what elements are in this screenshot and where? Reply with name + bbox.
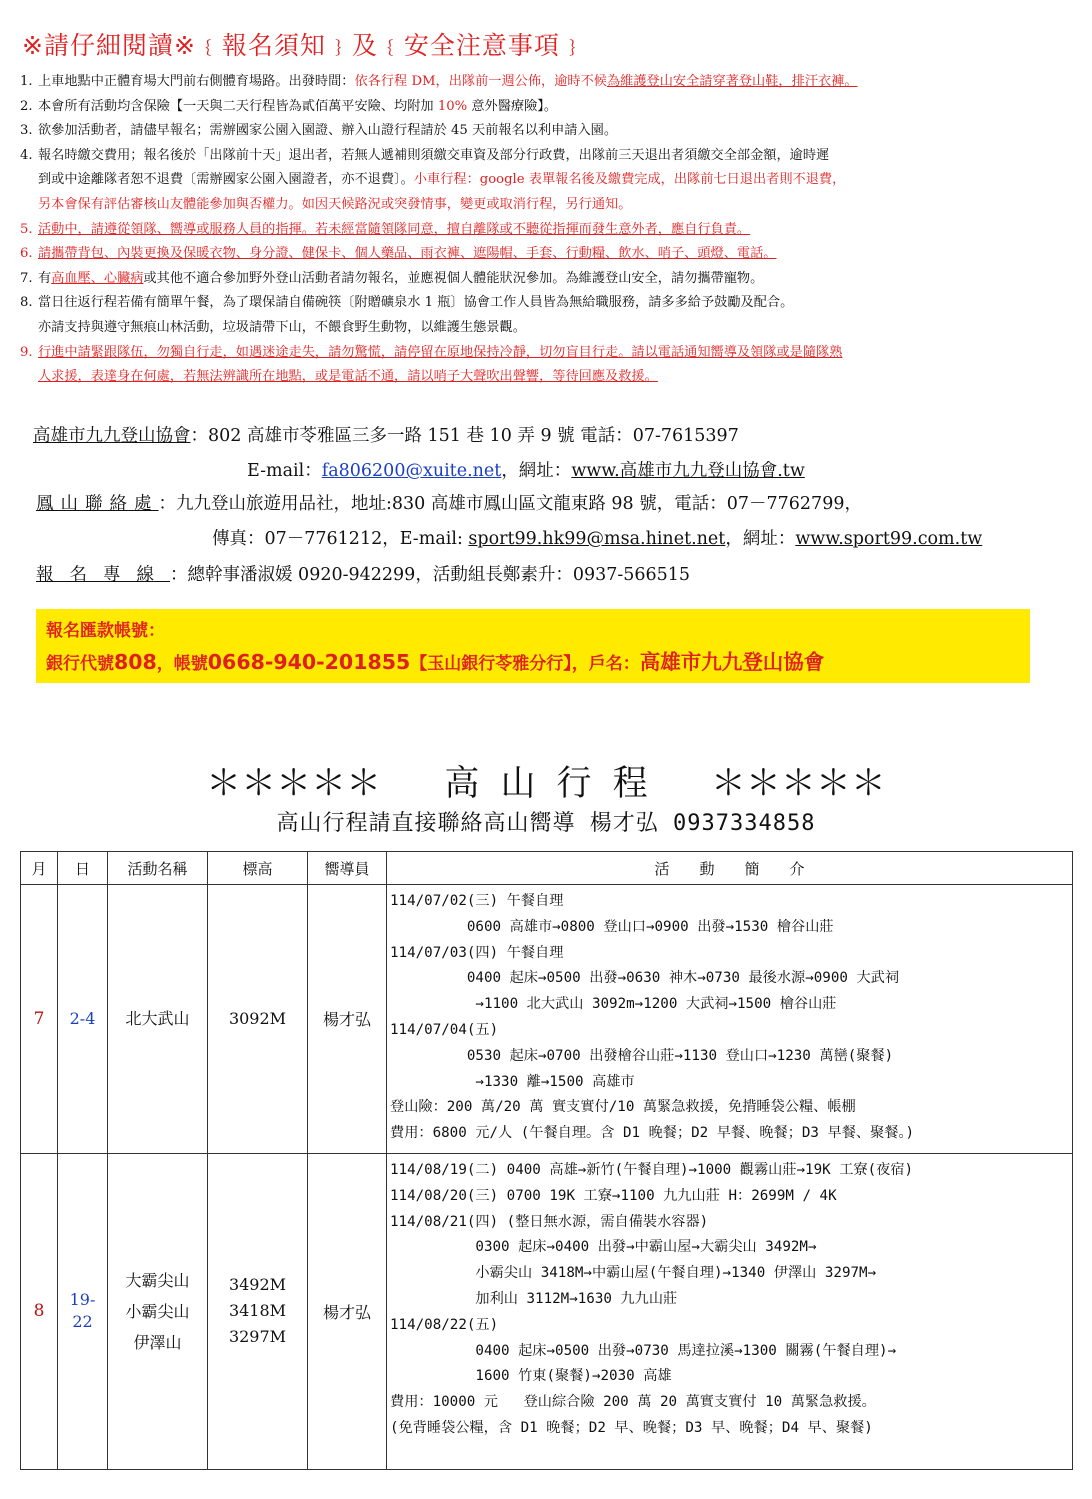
trip-guide: 楊才弘	[308, 885, 387, 1154]
notice-text: 小車行程：google 表單報名後及繳費完成，出隊前七日退出者則不退費，	[413, 172, 846, 188]
web-label: ，網址：	[501, 461, 572, 481]
notice-number: 7.	[20, 270, 33, 286]
trip-month: 7	[21, 885, 58, 1154]
branch-website-link[interactable]: www.sport99.com.tw	[795, 529, 983, 549]
notice-item	[20, 119, 1080, 144]
notice-line	[38, 168, 1080, 193]
trip-days: 2-4	[58, 885, 108, 1154]
registration-hotline	[36, 561, 690, 586]
trip-description: 114/07/02(三) 午餐自理 0600 高雄市→0800 登山口→0900 出發→1530 檜谷山莊 114/07/03(四) 午餐自理 0400 起床→0500 出發→0630 神木→0730 最後水源→0900 大武祠 →1100 北大武山 3092m→1200 大武祠→1500 檜谷山莊 114/07/04(五) 0530 起床→0700 出發檜谷山莊→1130 登山口→1230 萬巒(聚餐) →1330 離→1500 高雄市 登山險：200 萬/20 萬 實支實付/10 萬緊急救援，免揹睡袋公糧、帳棚 費用：6800 元/人 (午餐自理。含 D1 晚餐；D2 早餐、晚餐；D3 早餐、聚餐。)	[387, 885, 1073, 1154]
notice-text: 活動中，請遵從領隊、嚮導或服務人員的指揮。若未經當隨領隊同意，擅自離隊或不聽從指揮而發生意外者，應自行負責。	[38, 221, 751, 237]
hotline-label: 報名專線	[36, 565, 170, 585]
notice-text: 亦請支持與遵守無痕山林活動，垃圾請帶下山，不餵食野生動物，以維護生態景觀。	[38, 319, 526, 335]
notice-line	[38, 119, 1080, 144]
notice-number: 8.	[20, 295, 33, 311]
branch-label: 鳳山聯絡處	[36, 494, 159, 514]
bank-title: 報名匯款帳號：	[46, 621, 165, 641]
notice-number: 1.	[20, 74, 33, 89]
notice-line	[38, 341, 1080, 366]
account-label: ，帳號	[156, 654, 208, 674]
section-title: ＊＊＊＊＊ 高 山 行 程 ＊＊＊＊＊	[206, 764, 886, 804]
notice-text: 10%	[437, 98, 468, 114]
trip-name	[108, 1153, 208, 1469]
bank-details	[46, 645, 824, 675]
trip-month: 8	[21, 1153, 58, 1469]
trip-altitude-line: 3092M	[228, 1008, 287, 1028]
association-address	[33, 422, 739, 447]
notice-text: 請攜帶背包、內裝更換及保暖衣物、身分證、健保卡、個人藥品、雨衣褲、遮陽帽、手套、行動糧、飲水、哨子、頭燈、電話。	[38, 246, 777, 262]
notice-text: 本會所有活動均含保險【一天與二天行程皆為貳佰萬平安險、均附加	[38, 98, 438, 114]
bank-code: 808	[114, 650, 157, 674]
notice-item	[20, 267, 1080, 292]
association-website-link[interactable]: www.高雄市九九登山協會.tw	[571, 461, 805, 481]
notice-number: 4.	[20, 147, 33, 163]
notice-number: 2.	[20, 98, 33, 114]
notice-number: 6.	[20, 246, 33, 262]
bank-branch: 【玉山銀行苓雅分行】	[410, 654, 572, 674]
notice-line	[38, 95, 1080, 120]
header-activity: 活動名稱	[108, 852, 208, 885]
notice-number: 5.	[20, 221, 33, 237]
branch-address-text: ：九九登山旅遊用品社，地址:830 高雄市鳳山區文龍東路 98 號，電話：07－7762799，	[158, 494, 862, 514]
notice-item	[20, 144, 1080, 218]
trip-altitude-line: 3492M	[228, 1275, 287, 1295]
trip-name-line: 北大武山	[125, 1009, 190, 1029]
notice-line	[38, 144, 1080, 169]
trip-name-line: 伊澤山	[133, 1332, 182, 1352]
notice-text: 另本會保有評估審核山友體能參加與否權力。如因天候路況或突發情事，變更或取消行程，另行通知。	[38, 196, 632, 212]
trip-name-line: 小霸尖山	[125, 1301, 190, 1321]
association-label: 高雄市九九登山協會	[33, 426, 191, 446]
association-address-text: ：802 高雄市苓雅區三多一路 151 巷 10 弄 9 號 電話：07-7615397	[190, 426, 739, 446]
notice-item	[20, 70, 1080, 95]
trip-name	[108, 885, 208, 1154]
notice-line	[38, 365, 1080, 390]
notice-line	[38, 316, 1080, 341]
trip-name-line: 大霸尖山	[125, 1270, 190, 1290]
association-online	[247, 457, 805, 482]
association-email-link[interactable]: fa806200@xuite.net	[321, 461, 502, 481]
account-number: 0668-940-201855	[207, 650, 411, 674]
account-name-label: ，戶名：	[571, 654, 640, 674]
trip-days: 19- 22	[58, 1153, 108, 1469]
branch-fax	[212, 525, 982, 550]
fax-web-label: ，網址：	[725, 529, 796, 549]
notice-list	[20, 70, 1080, 390]
notice-text: 有	[38, 270, 52, 286]
notice-text: 到或中途離隊者恕不退費〔需辦國家公園入園證者，亦不退費〕。	[38, 172, 414, 188]
trip-table	[20, 851, 1073, 1470]
notice-item	[20, 242, 1080, 267]
notice-text: 依各行程 DM，出隊前一週公佈，逾時不候	[354, 74, 607, 89]
email-label: E-mail：	[247, 461, 322, 481]
header-month: 月	[21, 852, 58, 885]
notice-text: 為維護登山安全請穿著登山鞋，排汗衣褲。	[606, 74, 858, 89]
notice-number: 9.	[20, 344, 33, 360]
header-altitude: 標高	[208, 852, 308, 885]
header-guide: 嚮導員	[308, 852, 387, 885]
notice-item	[20, 218, 1080, 243]
bank-code-label: 銀行代號	[46, 654, 114, 674]
notice-line	[38, 218, 1080, 243]
trip-altitude-line: 3418M	[228, 1301, 287, 1321]
notice-item	[20, 95, 1080, 120]
table-header-row	[21, 852, 1073, 885]
notice-text: 人求援，表達身在何處，若無法辨識所在地點，或是電話不通，請以哨子大聲吹出聲響，等待回應及救援。	[38, 369, 658, 385]
bank-account-box	[36, 609, 1030, 683]
notice-text: 或其他不適合參加野外登山活動者請勿報名，並應視個人體能狀況參加。為維護登山安全，請勿攜帶寵物。	[143, 270, 764, 286]
branch-email-link[interactable]: sport99.hk99@msa.hinet.net	[468, 529, 726, 549]
notice-line	[38, 291, 1080, 316]
notice-text: 高血壓、心臟病	[51, 270, 144, 286]
trip-altitude-line: 3297M	[228, 1327, 287, 1347]
table-row	[21, 885, 1073, 1154]
trip-guide: 楊才弘	[308, 1153, 387, 1469]
notice-title: ※請仔細閱讀※﹛報名須知﹜及﹛安全注意事項﹜	[22, 31, 586, 60]
notice-line	[38, 267, 1080, 292]
fax-text: 傳真：07－7761212，E-mail:	[212, 529, 469, 549]
notice-item	[20, 341, 1080, 390]
notice-line	[38, 242, 1080, 267]
trip-description: 114/08/19(二) 0400 高雄→新竹(午餐自理)→1000 觀霧山莊→19K 工寮(夜宿) 114/08/20(三) 0700 19K 工寮→1100 九九山莊 H：2699M / 4K 114/08/21(四) (整日無水源，需自備裝水容器) 0300 起床→0400 出發→中霸山屋→大霸尖山 3492M→ 小霸尖山 3418M→中霸山屋(午餐自理)→1340 伊澤山 3297M→ 加利山 3112M→1630 九九山莊 114/08/22(五) 0400 起床→0500 出發→0730 馬達拉溪→1300 關霧(午餐自理)→ 1600 竹東(聚餐)→2030 高雄 費用：10000 元 登山綜合險 200 萬 20 萬實支實付 10 萬緊急救援。 (免背睡袋公糧，含 D1 晚餐；D2 早、晚餐；D3 早、晚餐；D4 早、聚餐)	[387, 1153, 1073, 1469]
notice-item	[20, 291, 1080, 340]
notice-line	[38, 193, 1080, 218]
notice-text: 行進中請緊跟隊伍，勿獨自行走，如遇迷途走失，請勿驚慌，請停留在原地保持冷靜，切勿盲目行走。請以電話通知嚮導及領隊或是隨隊熟	[38, 344, 843, 360]
notice-text: 意外醫療險】。	[467, 98, 558, 114]
header-description: 活 動 簡 介	[387, 852, 1073, 885]
hotline-text: ：總幹事潘淑媛 0920-942299，活動組長鄭素升：0937-566515	[170, 565, 691, 585]
notice-line	[38, 70, 1080, 95]
account-name: 高雄市九九登山協會	[639, 650, 825, 674]
section-subtitle: 高山行程請直接聯絡高山嚮導 楊才弘 0937334858	[276, 811, 816, 836]
notice-text: 當日往返行程若備有簡單午餐，為了環保請自備碗筷〔附贈礦泉水 1 瓶〕協會工作人員皆為無給職服務，請多多給予鼓勵及配合。	[38, 295, 794, 311]
notice-text: 欲參加活動者，請儘早報名；需辦國家公園入園證、辦入山證行程請於 45 天前報名以利申請入園。	[38, 123, 618, 139]
notice-text: 上車地點中正體育場大門前右側體育場路。出發時間：	[38, 74, 355, 89]
branch-address	[36, 490, 862, 515]
trip-altitude	[208, 1153, 308, 1469]
notice-number: 3.	[20, 123, 33, 139]
notice-text: 報名時繳交費用；報名後於「出隊前十天」退出者，若無人遞補則須繳交車資及部分行政費，出隊前三天退出者須繳交全部金額，逾時遲	[38, 147, 830, 163]
trip-altitude	[208, 885, 308, 1154]
header-day: 日	[58, 852, 108, 885]
table-row	[21, 1153, 1073, 1469]
